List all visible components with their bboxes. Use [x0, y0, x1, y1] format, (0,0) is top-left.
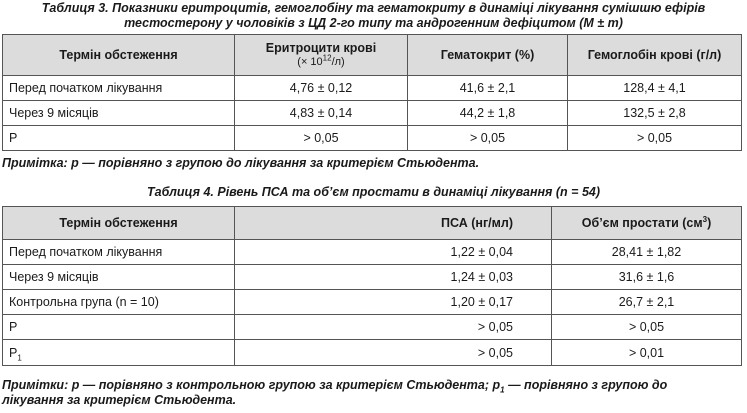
table4-header-psa: ПСА (нг/мл) [235, 207, 552, 240]
table3-row1-term: Перед початком лікування [3, 76, 235, 101]
table4-row5-term [3, 340, 235, 366]
table4 [2, 206, 742, 366]
erythro-unit-post: /л) [331, 56, 345, 68]
table3-row1-hematocrit: 41,6 ± 2,1 [408, 76, 568, 101]
table3-row2-hematocrit: 44,2 ± 1,8 [408, 101, 568, 126]
p1-main: P [9, 345, 18, 360]
table4-row4-volume: > 0,05 [552, 315, 742, 340]
table3-caption [0, 1, 747, 31]
table4-row3-psa: 1,20 ± 0,17 [235, 290, 552, 315]
table-row [3, 340, 742, 366]
note-sub: 1 [500, 385, 505, 395]
table4-row1-volume: 28,41 ± 1,82 [552, 240, 742, 265]
table-row [3, 315, 742, 340]
table3-caption-line1: Таблиця 3. Показники еритроцитів, гемоглобіну та гематокриту в динаміці лікування сумішшю ефірів [41, 1, 706, 15]
table3-row2-term: Через 9 місяців [3, 101, 235, 126]
erythro-unit-sup: 12 [322, 53, 332, 63]
table3-row3-erythrocytes: > 0,05 [235, 126, 408, 151]
table3-row2-erythrocytes: 4,83 ± 0,14 [235, 101, 408, 126]
table4-row3-volume: 26,7 ± 2,1 [552, 290, 742, 315]
table3-caption-line2: тестостерону у чоловіків з ЦД 2-го типу та андрогенним дефіцитом (M ± m) [124, 16, 623, 30]
table-row [3, 101, 742, 126]
table4-note-line2: лікування за критерієм Стьюдента. [2, 393, 237, 407]
table4-row4-psa: > 0,05 [235, 315, 552, 340]
table3-header-erythrocytes [235, 35, 408, 76]
table3-header-hemoglobin: Гемоглобін крові (г/л) [568, 35, 742, 76]
table3-row3-term: P [3, 126, 235, 151]
table4-row2-volume: 31,6 ± 1,6 [552, 265, 742, 290]
table4-header-row [3, 207, 742, 240]
volume-header-pre: Об’єм простати (см [581, 216, 703, 230]
table4-header-volume [552, 207, 742, 240]
table-row [3, 126, 742, 151]
table4-row1-term: Перед початком лікування [3, 240, 235, 265]
p1-sub: 1 [17, 353, 22, 362]
volume-header-sup: 3 [702, 214, 708, 224]
table4-row5-psa: > 0,05 [235, 340, 552, 366]
table3-row1-hemoglobin: 128,4 ± 4,1 [568, 76, 742, 101]
erythro-unit-pre: (× 10 [297, 56, 323, 68]
table-row [3, 290, 742, 315]
table3-header-erythrocytes-line1: Еритроцити крові [265, 41, 377, 55]
table4-row5-volume: > 0,01 [552, 340, 742, 366]
table3-header-erythrocytes-line2 [241, 55, 401, 69]
table3-row1-erythrocytes: 4,76 ± 0,12 [235, 76, 408, 101]
table3 [2, 34, 742, 151]
table-row [3, 265, 742, 290]
table4-row1-psa: 1,22 ± 0,04 [235, 240, 552, 265]
table-row [3, 76, 742, 101]
table3-header-row [3, 35, 742, 76]
note-part1: Примітки: p — порівняно з контрольною групою за критерієм Стьюдента; p [2, 378, 501, 392]
note-part2: — порівняно з групою до [504, 378, 668, 392]
table4-row2-term: Через 9 місяців [3, 265, 235, 290]
table3-row3-hemoglobin: > 0,05 [568, 126, 742, 151]
table3-note: Примітка: p — порівняно з групою до лікування за критерієм Стьюдента. [2, 156, 480, 170]
table3-header-term: Термін обстеження [3, 35, 235, 76]
table4-header-term: Термін обстеження [3, 207, 235, 240]
table4-row4-term: P [3, 315, 235, 340]
table3-row3-hematocrit: > 0,05 [408, 126, 568, 151]
volume-header-post: ) [707, 216, 712, 230]
table3-row2-hemoglobin: 132,5 ± 2,8 [568, 101, 742, 126]
table4-note [2, 378, 742, 408]
table4-row3-term: Контрольна група (n = 10) [3, 290, 235, 315]
table4-row2-psa: 1,24 ± 0,03 [235, 265, 552, 290]
table4-caption: Таблиця 4. Рівень ПСА та об’єм простати в динаміці лікування (n = 54) [146, 185, 601, 199]
table3-header-hematocrit: Гематокрит (%) [408, 35, 568, 76]
table4-note-line1 [2, 378, 742, 393]
table-row [3, 240, 742, 265]
